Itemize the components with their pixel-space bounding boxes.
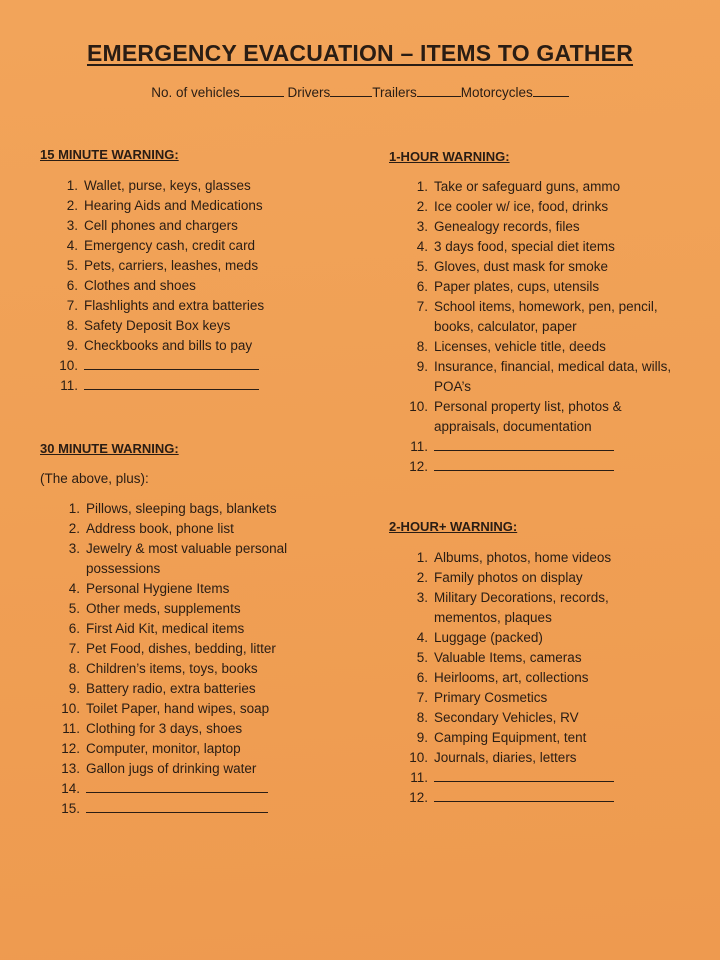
- item-text: Ice cooler w/ ice, food, drinks: [434, 199, 609, 214]
- item-text: Pets, carriers, leashes, meds: [84, 258, 259, 273]
- item-number: 10.: [61, 701, 80, 716]
- item-number: 8.: [416, 339, 428, 354]
- item-number: 7.: [416, 299, 428, 314]
- list-item: [58, 276, 264, 296]
- item-number: 5.: [416, 259, 428, 274]
- item-text: Personal property list, photos &: [434, 399, 622, 414]
- item-text: Wallet, purse, keys, glasses: [84, 178, 251, 193]
- list-30-minute: [60, 499, 287, 819]
- list-item: [408, 788, 614, 808]
- list-1-hour: [408, 177, 671, 477]
- item-number: 8.: [66, 318, 78, 333]
- item-text: Clothes and shoes: [84, 278, 196, 293]
- item-text: Luggage (packed): [434, 630, 543, 645]
- list-item: [58, 376, 264, 396]
- list-item: [58, 296, 264, 316]
- item-text: Pillows, sleeping bags, blankets: [86, 501, 277, 516]
- list-item: [60, 539, 287, 579]
- list-item: [408, 297, 671, 337]
- item-text: Family photos on display: [434, 570, 583, 585]
- blank-line[interactable]: [434, 788, 614, 802]
- item-text-continued: mementos, plaques: [434, 610, 552, 625]
- blank-line[interactable]: [434, 768, 614, 782]
- item-text: Clothing for 3 days, shoes: [86, 721, 243, 736]
- list-item: [408, 257, 671, 277]
- item-number: 9.: [416, 730, 428, 745]
- list-item: [58, 316, 264, 336]
- item-number: 12.: [61, 741, 80, 756]
- list-item: [408, 688, 614, 708]
- item-text: Pet Food, dishes, bedding, litter: [86, 641, 276, 656]
- blank-line[interactable]: [84, 376, 259, 390]
- list-item: [408, 197, 671, 217]
- list-item: [408, 708, 614, 728]
- item-text: Other meds, supplements: [86, 601, 241, 616]
- list-item: [408, 457, 671, 477]
- page-title: EMERGENCY EVACUATION – ITEMS TO GATHER: [86, 40, 634, 66]
- list-item: [58, 216, 264, 236]
- item-number: 12.: [409, 459, 428, 474]
- item-text: Address book, phone list: [86, 521, 234, 536]
- item-number: 11.: [410, 439, 428, 454]
- list-item: [408, 628, 614, 648]
- item-text: Albums, photos, home videos: [434, 550, 612, 565]
- item-number: 9.: [66, 338, 78, 353]
- item-text: 3 days food, special diet items: [434, 239, 615, 254]
- item-number: 11.: [410, 770, 428, 785]
- item-text: Toilet Paper, hand wipes, soap: [86, 701, 270, 716]
- item-number: 3.: [66, 218, 78, 233]
- item-text: Genealogy records, files: [434, 219, 580, 234]
- list-item: [60, 799, 287, 819]
- item-text: Paper plates, cups, utensils: [434, 279, 600, 294]
- item-text: Secondary Vehicles, RV: [434, 710, 579, 725]
- item-text: Safety Deposit Box keys: [84, 318, 231, 333]
- item-text: Gloves, dust mask for smoke: [434, 259, 609, 274]
- item-text-continued: POA’s: [434, 379, 472, 394]
- list-item: [58, 356, 264, 376]
- item-number: 2.: [68, 521, 80, 536]
- blank-line[interactable]: [86, 779, 268, 793]
- item-text: Military Decorations, records,: [434, 590, 609, 605]
- list-item: [60, 779, 287, 799]
- item-text: Battery radio, extra batteries: [86, 681, 256, 696]
- list-item: [408, 648, 614, 668]
- list-item: [408, 568, 614, 588]
- list-2-hour: [408, 548, 614, 808]
- item-number: 5.: [68, 601, 80, 616]
- list-item: [60, 619, 287, 639]
- drivers-label: Drivers: [287, 85, 331, 100]
- item-number: 10.: [409, 399, 428, 414]
- trailers-blank[interactable]: [417, 84, 461, 97]
- item-number: 5.: [66, 258, 78, 273]
- item-text: Insurance, financial, medical data, wills,: [434, 359, 672, 374]
- item-text: Computer, monitor, laptop: [86, 741, 241, 756]
- item-number: 6.: [416, 279, 428, 294]
- item-number: 13.: [61, 761, 80, 776]
- item-number: 1.: [416, 179, 428, 194]
- list-item: [408, 237, 671, 257]
- item-number: 10.: [409, 750, 428, 765]
- list-item: [408, 337, 671, 357]
- item-text-continued: possessions: [86, 561, 161, 576]
- list-item: [58, 176, 264, 196]
- vehicles-blank[interactable]: [240, 84, 284, 97]
- item-text-continued: appraisals, documentation: [434, 419, 592, 434]
- list-item: [58, 196, 264, 216]
- item-text: Cell phones and chargers: [84, 218, 238, 233]
- list-item: [58, 236, 264, 256]
- blank-line[interactable]: [86, 799, 268, 813]
- list-item: [408, 397, 671, 437]
- motorcycles-blank[interactable]: [533, 84, 569, 97]
- item-text: Children’s items, toys, books: [86, 661, 258, 676]
- item-number: 6.: [66, 278, 78, 293]
- list-item: [408, 177, 671, 197]
- item-number: 7.: [66, 298, 78, 313]
- item-number: 2.: [416, 570, 428, 585]
- item-number: 9.: [68, 681, 80, 696]
- heading-1-hour: 1-HOUR WARNING:: [389, 149, 510, 164]
- list-item: [60, 719, 287, 739]
- list-item: [408, 437, 671, 457]
- item-text: Hearing Aids and Medications: [84, 198, 263, 213]
- item-number: 8.: [416, 710, 428, 725]
- item-text: Flashlights and extra batteries: [84, 298, 265, 313]
- item-text: Licenses, vehicle title, deeds: [434, 339, 606, 354]
- trailers-label: Trailers: [372, 85, 417, 100]
- item-number: 3.: [68, 541, 80, 556]
- list-item: [60, 639, 287, 659]
- list-item: [60, 519, 287, 539]
- item-number: 14.: [61, 781, 80, 796]
- item-text: Gallon jugs of drinking water: [86, 761, 257, 776]
- list-item: [408, 217, 671, 237]
- list-item: [60, 499, 287, 519]
- item-text: Take or safeguard guns, ammo: [434, 179, 621, 194]
- item-number: 1.: [68, 501, 80, 516]
- item-text: School items, homework, pen, pencil,: [434, 299, 658, 314]
- item-number: 9.: [416, 359, 428, 374]
- item-number: 3.: [416, 219, 428, 234]
- list-item: [408, 588, 614, 628]
- heading-15-minute: 15 MINUTE WARNING:: [40, 147, 179, 162]
- list-item: [60, 759, 287, 779]
- item-number: 5.: [416, 650, 428, 665]
- list-item: [58, 256, 264, 276]
- vehicles-label: No. of vehicles: [151, 85, 240, 100]
- list-item: [60, 579, 287, 599]
- item-number: 8.: [68, 661, 80, 676]
- item-number: 11.: [62, 721, 80, 736]
- list-item: [408, 768, 614, 788]
- item-number: 1.: [66, 178, 78, 193]
- item-number: 4.: [68, 581, 80, 596]
- item-number: 4.: [416, 239, 428, 254]
- heading-2-hour: 2-HOUR+ WARNING:: [389, 519, 518, 534]
- item-number: 10.: [59, 358, 78, 373]
- motorcycles-label: Motorcycles: [460, 85, 533, 100]
- blank-line[interactable]: [84, 356, 259, 370]
- list-item: [408, 728, 614, 748]
- item-number: 4.: [66, 238, 78, 253]
- item-text: Personal Hygiene Items: [86, 581, 230, 596]
- list-item: [60, 699, 287, 719]
- item-text: Checkbooks and bills to pay: [84, 338, 253, 353]
- item-text: Primary Cosmetics: [434, 690, 548, 705]
- list-item: [408, 748, 614, 768]
- list-item: [60, 679, 287, 699]
- heading-30-minute: 30 MINUTE WARNING:: [40, 441, 179, 456]
- list-item: [60, 659, 287, 679]
- item-text: First Aid Kit, medical items: [86, 621, 245, 636]
- item-number: 4.: [416, 630, 428, 645]
- item-text: Jewelry & most valuable personal: [86, 541, 288, 556]
- item-number: 3.: [416, 590, 428, 605]
- list-item: [60, 599, 287, 619]
- list-item: [60, 739, 287, 759]
- item-text: Emergency cash, credit card: [84, 238, 256, 253]
- item-text: Heirlooms, art, collections: [434, 670, 589, 685]
- item-number: 2.: [66, 198, 78, 213]
- item-number: 11.: [60, 378, 78, 393]
- item-number: 7.: [416, 690, 428, 705]
- item-text-continued: books, calculator, paper: [434, 319, 577, 334]
- list-item: [408, 357, 671, 397]
- item-number: 6.: [416, 670, 428, 685]
- item-number: 2.: [416, 199, 428, 214]
- drivers-blank[interactable]: [330, 84, 372, 97]
- note-above-plus: (The above, plus):: [40, 471, 149, 486]
- list-item: [58, 336, 264, 356]
- list-item: [408, 668, 614, 688]
- item-text: Camping Equipment, tent: [434, 730, 587, 745]
- list-item: [408, 277, 671, 297]
- item-number: 7.: [68, 641, 80, 656]
- item-number: 1.: [416, 550, 428, 565]
- item-number: 15.: [61, 801, 80, 816]
- blank-line[interactable]: [434, 457, 614, 471]
- vehicle-count-line: [0, 84, 720, 100]
- item-text: Journals, diaries, letters: [434, 750, 577, 765]
- list-15-minute: [58, 176, 264, 396]
- item-text: Valuable Items, cameras: [434, 650, 582, 665]
- item-number: 6.: [68, 621, 80, 636]
- item-number: 12.: [409, 790, 428, 805]
- blank-line[interactable]: [434, 437, 614, 451]
- list-item: [408, 548, 614, 568]
